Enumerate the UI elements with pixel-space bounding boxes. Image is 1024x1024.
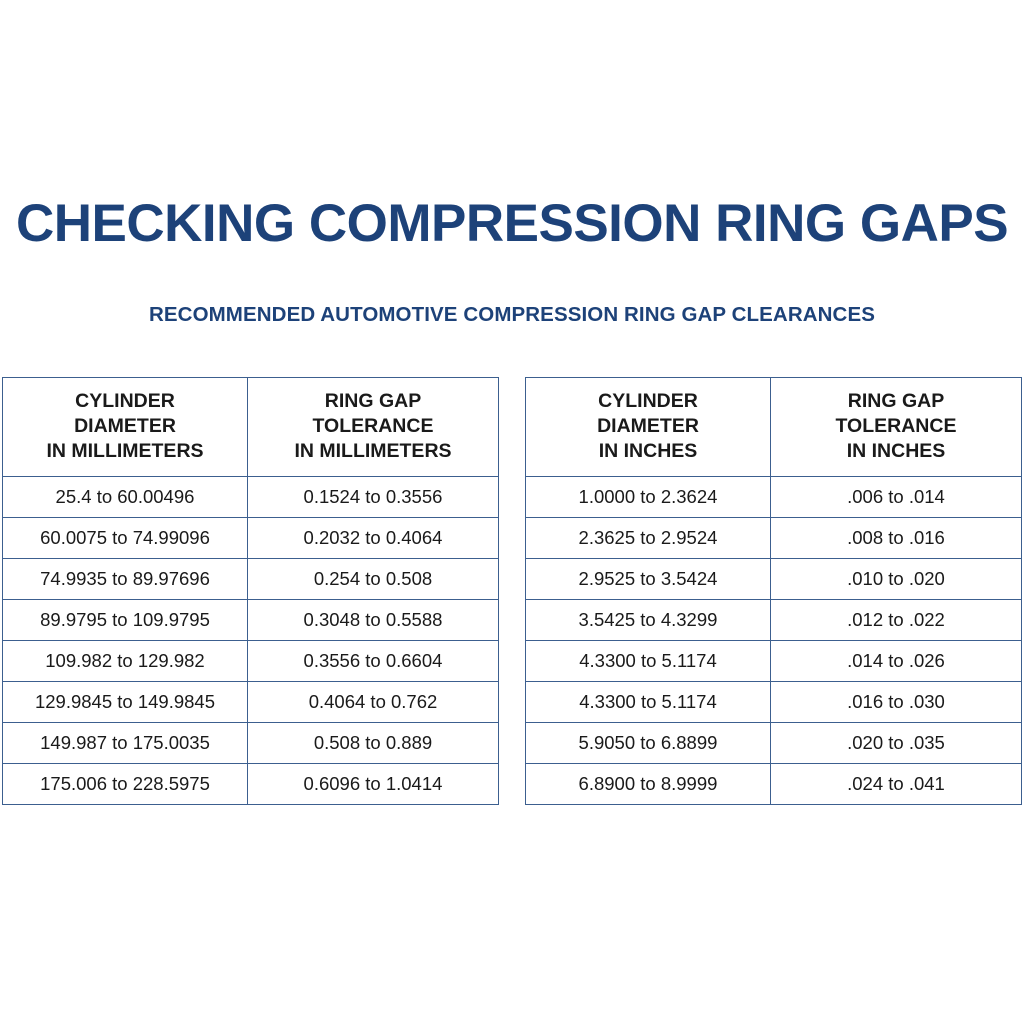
cell-diameter: 25.4 to 60.00496 [3,476,248,517]
cell-tolerance: 0.4064 to 0.762 [248,681,499,722]
table-row [3,476,499,517]
cell-diameter: 3.5425 to 4.3299 [526,599,771,640]
cell-tolerance: .024 to .041 [771,763,1022,804]
header-line-2: TOLERANCE [312,414,434,437]
header-line-2: TOLERANCE [835,414,957,437]
cell-tolerance: .020 to .035 [771,722,1022,763]
tables-container [0,377,1024,805]
header-line-3: IN MILLIMETERS [46,439,204,462]
table-row [526,517,1022,558]
cell-diameter: 4.3300 to 5.1174 [526,681,771,722]
cell-tolerance: 0.6096 to 1.0414 [248,763,499,804]
cell-diameter: 60.0075 to 74.99096 [3,517,248,558]
header-line-3: IN MILLIMETERS [294,439,452,462]
header-line-1: RING GAP [324,390,422,412]
column-header-cylinder-diameter-mm [3,378,248,477]
page-subtitle: RECOMMENDED AUTOMOTIVE COMPRESSION RING GAP CLEARANCES [149,303,875,326]
column-header-cylinder-diameter-in [526,378,771,477]
cell-diameter: 1.0000 to 2.3624 [526,476,771,517]
page-title: CHECKING COMPRESSION RING GAPS [15,194,1009,253]
cell-tolerance: .010 to .020 [771,558,1022,599]
cell-tolerance: 0.508 to 0.889 [248,722,499,763]
cell-tolerance: 0.254 to 0.508 [248,558,499,599]
table-row [526,681,1022,722]
column-header-ring-gap-tolerance-in [771,378,1022,477]
cell-diameter: 2.9525 to 3.5424 [526,558,771,599]
table-row [526,558,1022,599]
cell-tolerance: .012 to .022 [771,599,1022,640]
cell-diameter: 129.9845 to 149.9845 [3,681,248,722]
table-row [3,599,499,640]
cell-tolerance: .014 to .026 [771,640,1022,681]
cell-diameter: 4.3300 to 5.1174 [526,640,771,681]
table-row [526,763,1022,804]
cell-diameter: 149.987 to 175.0035 [3,722,248,763]
metric-table [2,377,499,805]
table-row [3,722,499,763]
cell-tolerance: 0.3556 to 0.6604 [248,640,499,681]
table-row [3,558,499,599]
header-line-1: CYLINDER [598,390,698,412]
table-header-row [3,378,499,477]
cell-tolerance: 0.1524 to 0.3556 [248,476,499,517]
table-row [3,681,499,722]
cell-diameter: 2.3625 to 2.9524 [526,517,771,558]
table-row [526,599,1022,640]
column-header-ring-gap-tolerance-mm [248,378,499,477]
cell-tolerance: 0.2032 to 0.4064 [248,517,499,558]
cell-diameter: 6.8900 to 8.9999 [526,763,771,804]
imperial-table [525,377,1022,805]
table-row [526,476,1022,517]
cell-diameter: 74.9935 to 89.97696 [3,558,248,599]
cell-tolerance: 0.3048 to 0.5588 [248,599,499,640]
header-line-3: IN INCHES [598,439,698,462]
cell-tolerance: .006 to .014 [771,476,1022,517]
cell-diameter: 175.006 to 228.5975 [3,763,248,804]
table-row [3,640,499,681]
cell-diameter: 109.982 to 129.982 [3,640,248,681]
cell-diameter: 5.9050 to 6.8899 [526,722,771,763]
cell-diameter: 89.9795 to 109.9795 [3,599,248,640]
header-line-1: RING GAP [847,390,945,412]
table-row [3,517,499,558]
cell-tolerance: .008 to .016 [771,517,1022,558]
table-row [526,640,1022,681]
cell-tolerance: .016 to .030 [771,681,1022,722]
header-line-2: DIAMETER [74,414,176,437]
table-header-row [526,378,1022,477]
header-line-2: DIAMETER [597,414,699,437]
header-line-3: IN INCHES [846,439,946,462]
table-row [526,722,1022,763]
header-line-1: CYLINDER [75,390,175,412]
table-row [3,763,499,804]
